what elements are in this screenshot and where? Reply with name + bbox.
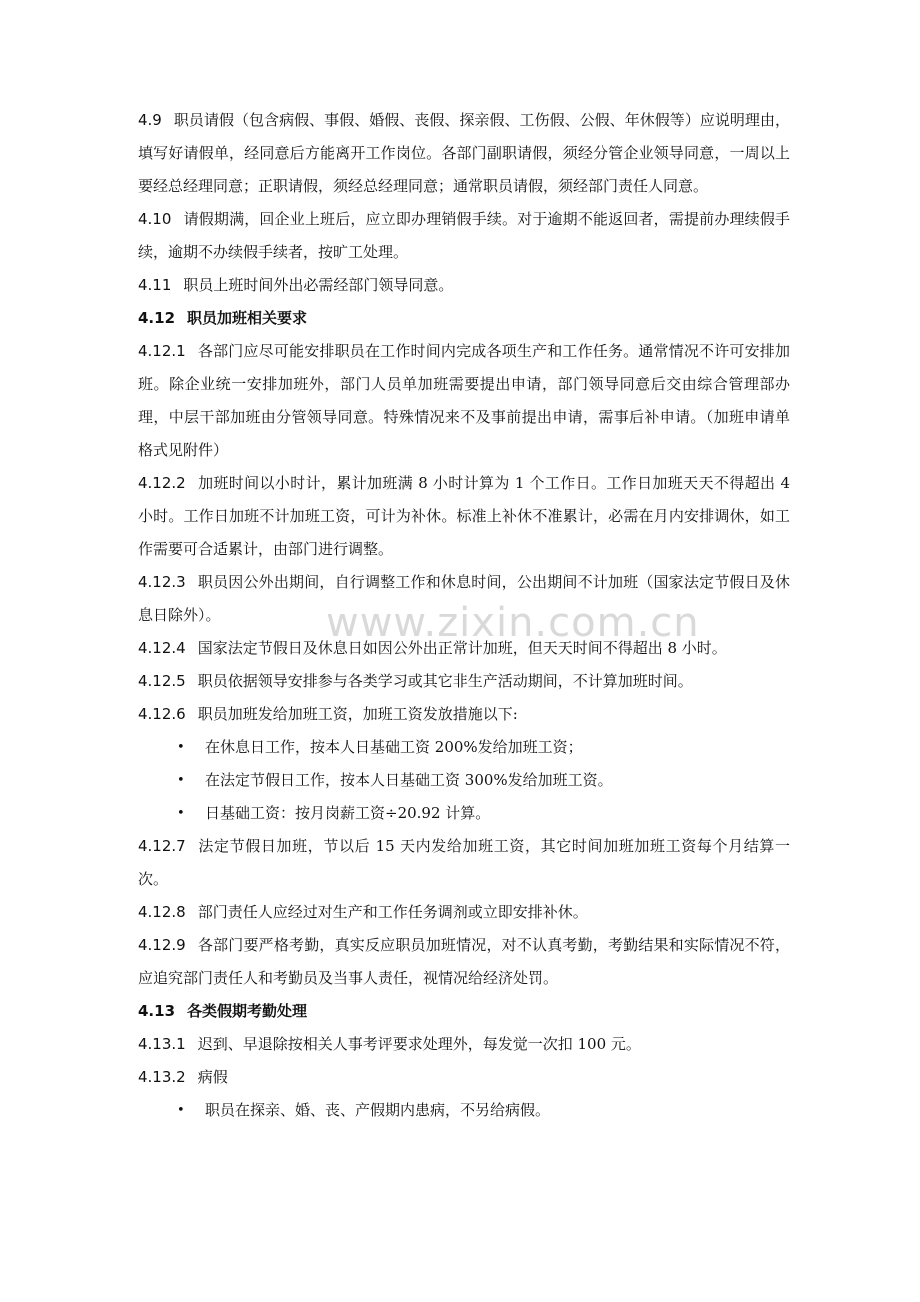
clause-4-12-3: 4.12.3 职员因公外出期间，自行调整工作和休息时间，公出期间不计加班（国家法定节假日及休息日除外）。 [138, 573, 790, 624]
clause-4-12-5: 4.12.5 职员依据领导安排参与各类学习或其它非生产活动期间，不计算加班时间。 [138, 672, 693, 690]
section-heading-4-13: 4.13 各类假期考勤处理 [138, 1002, 308, 1020]
bullet-dot-icon: • [177, 1103, 185, 1118]
clause-4-12-9: 4.12.9 各部门要严格考勤，真实反应职员加班情况，对不认真考勤，考勤结果和实际情况不符，应追究部门责任人和考勤员及当事人责任，视情况给经济处罚。 [138, 936, 790, 987]
bullet-item: • 在休息日工作，按本人日基础工资 200%发给加班工资； [138, 731, 790, 764]
clause-4-12-1: 4.12.1 各部门应尽可能安排职员在工作时间内完成各项生产和工作任务。通常情况不许可安排加班。除企业统一安排加班外，部门人员单加班需要提出申请，部门领导同意后交由综合管理部办理，中层干部加班由分管领导同意。特殊情况来不及事前提出申请，需事后补申请。（加班申请单格式见附件） [138, 342, 790, 459]
document-body [138, 104, 790, 1127]
bullet-item: • 在法定节假日工作，按本人日基础工资 300%发给加班工资。 [138, 764, 790, 797]
clause-4-13-2: 4.13.2 病假 [138, 1068, 228, 1086]
section-heading-4-12: 4.12 职员加班相关要求 [138, 309, 308, 327]
clause-4-13-1: 4.13.1 迟到、早退除按相关人事考评要求处理外，每发觉一次扣 100 元。 [138, 1035, 641, 1053]
bullet-dot-icon: • [177, 740, 185, 755]
clause-4-10: 4.10 请假期满，回企业上班后，应立即办理销假手续。对于逾期不能返回者，需提前办理续假手续，逾期不办续假手续者，按旷工处理。 [138, 210, 790, 261]
bullet-item: • 日基础工资：按月岗薪工资÷20.92 计算。 [138, 797, 790, 830]
clause-4-9: 4.9 职员请假（包含病假、事假、婚假、丧假、探亲假、工伤假、公假、年休假等）应说明理由，填写好请假单，经同意后方能离开工作岗位。各部门副职请假，须经分管企业领导同意，一周以上要经总经理同意；正职请假，须经总经理同意；通常职员请假，须经部门责任人同意。 [138, 111, 790, 195]
bullet-item: • 职员在探亲、婚、丧、产假期内患病，不另给病假。 [138, 1094, 790, 1127]
clause-4-12-4: 4.12.4 国家法定节假日及休息日如因公外出正常计加班，但天天时间不得超出 8 小时。 [138, 639, 727, 657]
clause-4-12-7: 4.12.7 法定节假日加班，节以后 15 天内发给加班工资，其它时间加班加班工资每个月结算一次。 [138, 837, 790, 888]
watermark: www.zixin.com.cn [326, 600, 700, 646]
clause-4-12-6: 4.12.6 职员加班发给加班工资，加班工资发放措施以下: [138, 705, 518, 723]
bullet-dot-icon: • [177, 806, 185, 821]
clause-4-11: 4.11 职员上班时间外出必需经部门领导同意。 [138, 276, 454, 294]
clause-4-12-8: 4.12.8 部门责任人应经过对生产和工作任务调剂或立即安排补休。 [138, 903, 588, 921]
bullet-dot-icon: • [177, 773, 185, 788]
clause-4-12-2: 4.12.2 加班时间以小时计，累计加班满 8 小时计算为 1 个工作日。工作日加班天天不得超出 4 小时。工作日加班不计加班工资，可计为补休。标准上补休不准累计，必需在月内安排调休，如工作需要可合适累计，由部门进行调整。 [138, 474, 790, 558]
